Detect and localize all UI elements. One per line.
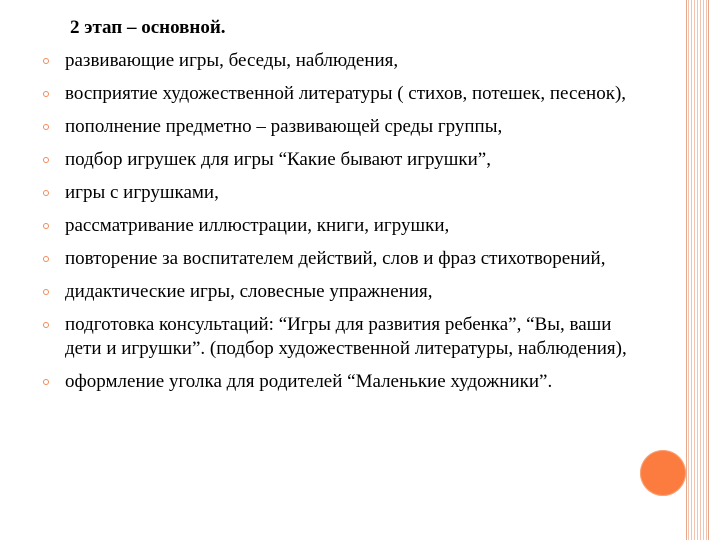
list-item — [40, 181, 630, 205]
stage-title: 2 этап – основной. — [70, 17, 226, 38]
list-item — [40, 280, 630, 304]
list-item — [40, 82, 630, 106]
list-item-text: дидактические игры, словесные упражнения, — [65, 281, 433, 302]
decorative-striped-border — [688, 0, 708, 540]
bullet-icon — [43, 322, 49, 328]
list-item — [40, 115, 630, 139]
decorative-circle-icon — [640, 450, 686, 496]
list-item-text: развивающие игры, беседы, наблюдения, — [65, 50, 399, 71]
list-item — [40, 49, 630, 73]
border-edge-right — [708, 0, 709, 540]
list-item-text: рассматривание иллюстрации, книги, игрушки, — [65, 215, 450, 236]
list-item — [40, 214, 630, 238]
list-item-text: восприятие художественной литературы ( стихов, потешек, песенок), — [65, 83, 627, 104]
bullet-icon — [43, 157, 49, 163]
activity-list — [40, 49, 630, 394]
list-item-text: подбор игрушек для игры “Какие бывают игрушки”, — [65, 149, 491, 170]
list-item-text: подготовка консультаций: “Игры для развития ребенка”, “Вы, ваши дети и игрушки”. (подбор художественной литературы, наблюдения), — [65, 314, 627, 359]
list-item-text: пополнение предметно – развивающей среды группы, — [65, 116, 503, 137]
bullet-icon — [43, 124, 49, 130]
bullet-icon — [43, 289, 49, 295]
border-edge-left — [686, 0, 687, 540]
bullet-icon — [43, 190, 49, 196]
list-item — [40, 370, 630, 394]
list-item-text: оформление уголка для родителей “Маленькие художники”. — [65, 371, 553, 392]
bullet-icon — [43, 256, 49, 262]
bullet-icon — [43, 223, 49, 229]
list-item-text: повторение за воспитателем действий, слов и фраз стихотворений, — [65, 248, 606, 269]
slide-content — [40, 16, 630, 403]
list-item-text: игры с игрушками, — [65, 182, 219, 203]
bullet-icon — [43, 91, 49, 97]
list-item — [40, 313, 630, 361]
list-item — [40, 148, 630, 172]
bullet-icon — [43, 58, 49, 64]
list-item — [40, 247, 630, 271]
bullet-icon — [43, 379, 49, 385]
